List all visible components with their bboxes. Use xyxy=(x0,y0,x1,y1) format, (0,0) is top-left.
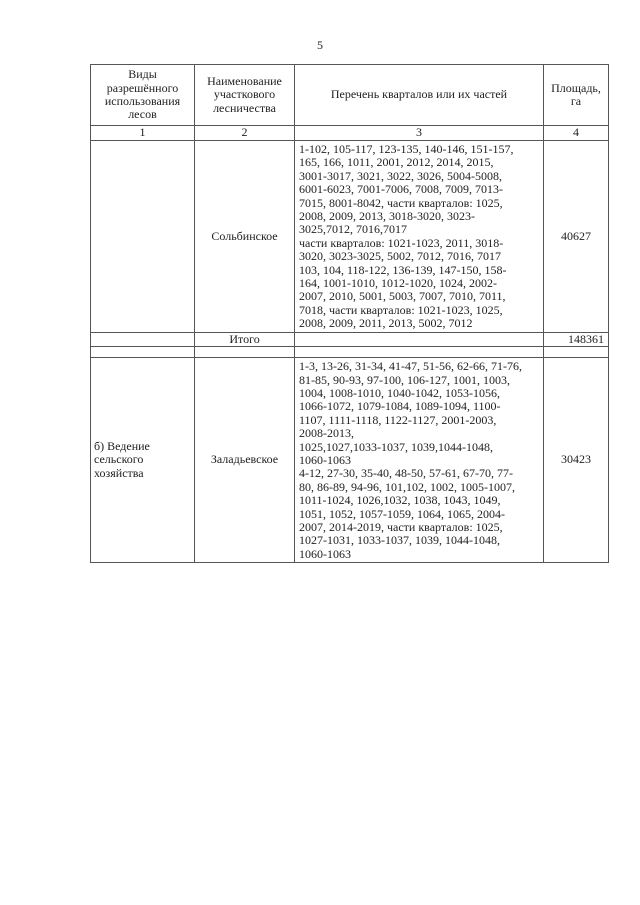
quarter-line: 1011-1024, 1026,1032, 1038, 1043, 1049, xyxy=(299,493,501,508)
quarter-line: 2007, 2014-2019, части кварталов: 1025, xyxy=(299,519,503,534)
header-row xyxy=(91,65,609,126)
quarter-line: 6001-6023, 7001-7006, 7008, 7009, 7013- xyxy=(299,182,503,197)
total-value: 148361 xyxy=(544,332,609,346)
forest-use-table xyxy=(90,64,609,563)
forestry-name-cell: Сольбинское xyxy=(195,141,295,333)
quarter-line: 4-12, 27-30, 35-40, 48-50, 57-61, 67-70, 77- xyxy=(299,466,513,481)
header-area: Площадь, га xyxy=(544,65,609,126)
quarter-line: 2008-2013, xyxy=(299,426,354,441)
quarter-line: 2008, 2009, 2011, 2013, 5002, 7012 xyxy=(299,316,473,331)
quarter-line: 164, 1001-1010, 1012-1020, 1024, 2002- xyxy=(299,276,497,291)
quarter-line: 3020, 3023-3025, 5002, 7012, 7016, 7017 xyxy=(299,249,501,264)
quarter-line: 1051, 1052, 1057-1059, 1064, 1065, 2004- xyxy=(299,506,505,521)
column-number: 1 xyxy=(91,126,195,141)
quarter-list-cell xyxy=(295,141,544,333)
forestry-name-cell: Заладьевское xyxy=(195,358,295,563)
quarter-line: 1004, 1008-1010, 1040-1042, 1053-1056, xyxy=(299,385,500,400)
quarter-line: части кварталов: 1021-1023, 2011, 3018- xyxy=(299,235,504,250)
quarter-line: 2008, 2009, 2013, 3018-3020, 3023- xyxy=(299,209,475,224)
column-number: 3 xyxy=(295,126,544,141)
quarter-line: 81-85, 90-93, 97-100, 106-127, 1001, 1003, xyxy=(299,372,510,387)
quarter-line: 1027-1031, 1033-1037, 1039, 1044-1048, xyxy=(299,533,500,548)
quarter-line: 7018, части кварталов: 1021-1023, 1025, xyxy=(299,302,503,317)
quarter-line: 1-3, 13-26, 31-34, 41-47, 51-56, 62-66, 71-76, xyxy=(299,359,522,374)
quarter-line: 103, 104, 118-122, 136-139, 147-150, 158- xyxy=(299,262,507,277)
quarter-line: 2007, 2010, 5001, 5003, 7007, 7010, 7011, xyxy=(299,289,506,304)
quarter-line: 1060-1063 xyxy=(299,452,351,467)
quarter-line: 7015, 8001-8042, части кварталов: 1025, xyxy=(299,195,503,210)
table-row-solbinskoe xyxy=(91,141,609,333)
table-row-empty xyxy=(91,347,609,358)
column-number: 4 xyxy=(544,126,609,141)
page-number: 5 xyxy=(317,38,323,52)
area-cell: 40627 xyxy=(544,141,609,333)
area-cell: 30423 xyxy=(544,358,609,563)
quarter-line: 3025,7012, 7016,7017 xyxy=(299,222,407,237)
quarter-line: 165, 166, 1011, 2001, 2012, 2014, 2015, xyxy=(299,155,494,170)
quarter-line: 80, 86-89, 94-96, 101,102, 1002, 1005-1007, xyxy=(299,479,515,494)
table-row-total xyxy=(91,332,609,346)
use-type-cell: б) Ведение сельского хозяйства xyxy=(91,358,195,563)
quarter-line: 1025,1027,1033-1037, 1039,1044-1048, xyxy=(299,439,493,454)
header-use-type: Виды разрешённого использования лесов xyxy=(91,65,195,126)
quarter-line: 1066-1072, 1079-1084, 1089-1094, 1100- xyxy=(299,399,501,414)
use-type-cell xyxy=(91,141,195,333)
table-row-zaladevskoe xyxy=(91,358,609,563)
column-number-row xyxy=(91,126,609,141)
use-type-cell xyxy=(91,332,195,346)
header-forestry-name: Наименование участкового лесничества xyxy=(195,65,295,126)
quarter-line: 1107, 1111-1118, 1122-1127, 2001-2003, xyxy=(299,412,497,427)
quarter-list-cell xyxy=(295,332,544,346)
quarter-line: 3001-3017, 3021, 3022, 3026, 5004-5008, xyxy=(299,168,502,183)
quarter-line: 1060-1063 xyxy=(299,546,351,561)
column-number: 2 xyxy=(195,126,295,141)
quarter-line: 1-102, 105-117, 123-135, 140-146, 151-157, xyxy=(299,142,514,156)
quarter-list-cell xyxy=(295,358,544,563)
header-quarter-list: Перечень кварталов или их частей xyxy=(295,65,544,126)
total-label: Итого xyxy=(195,332,295,346)
